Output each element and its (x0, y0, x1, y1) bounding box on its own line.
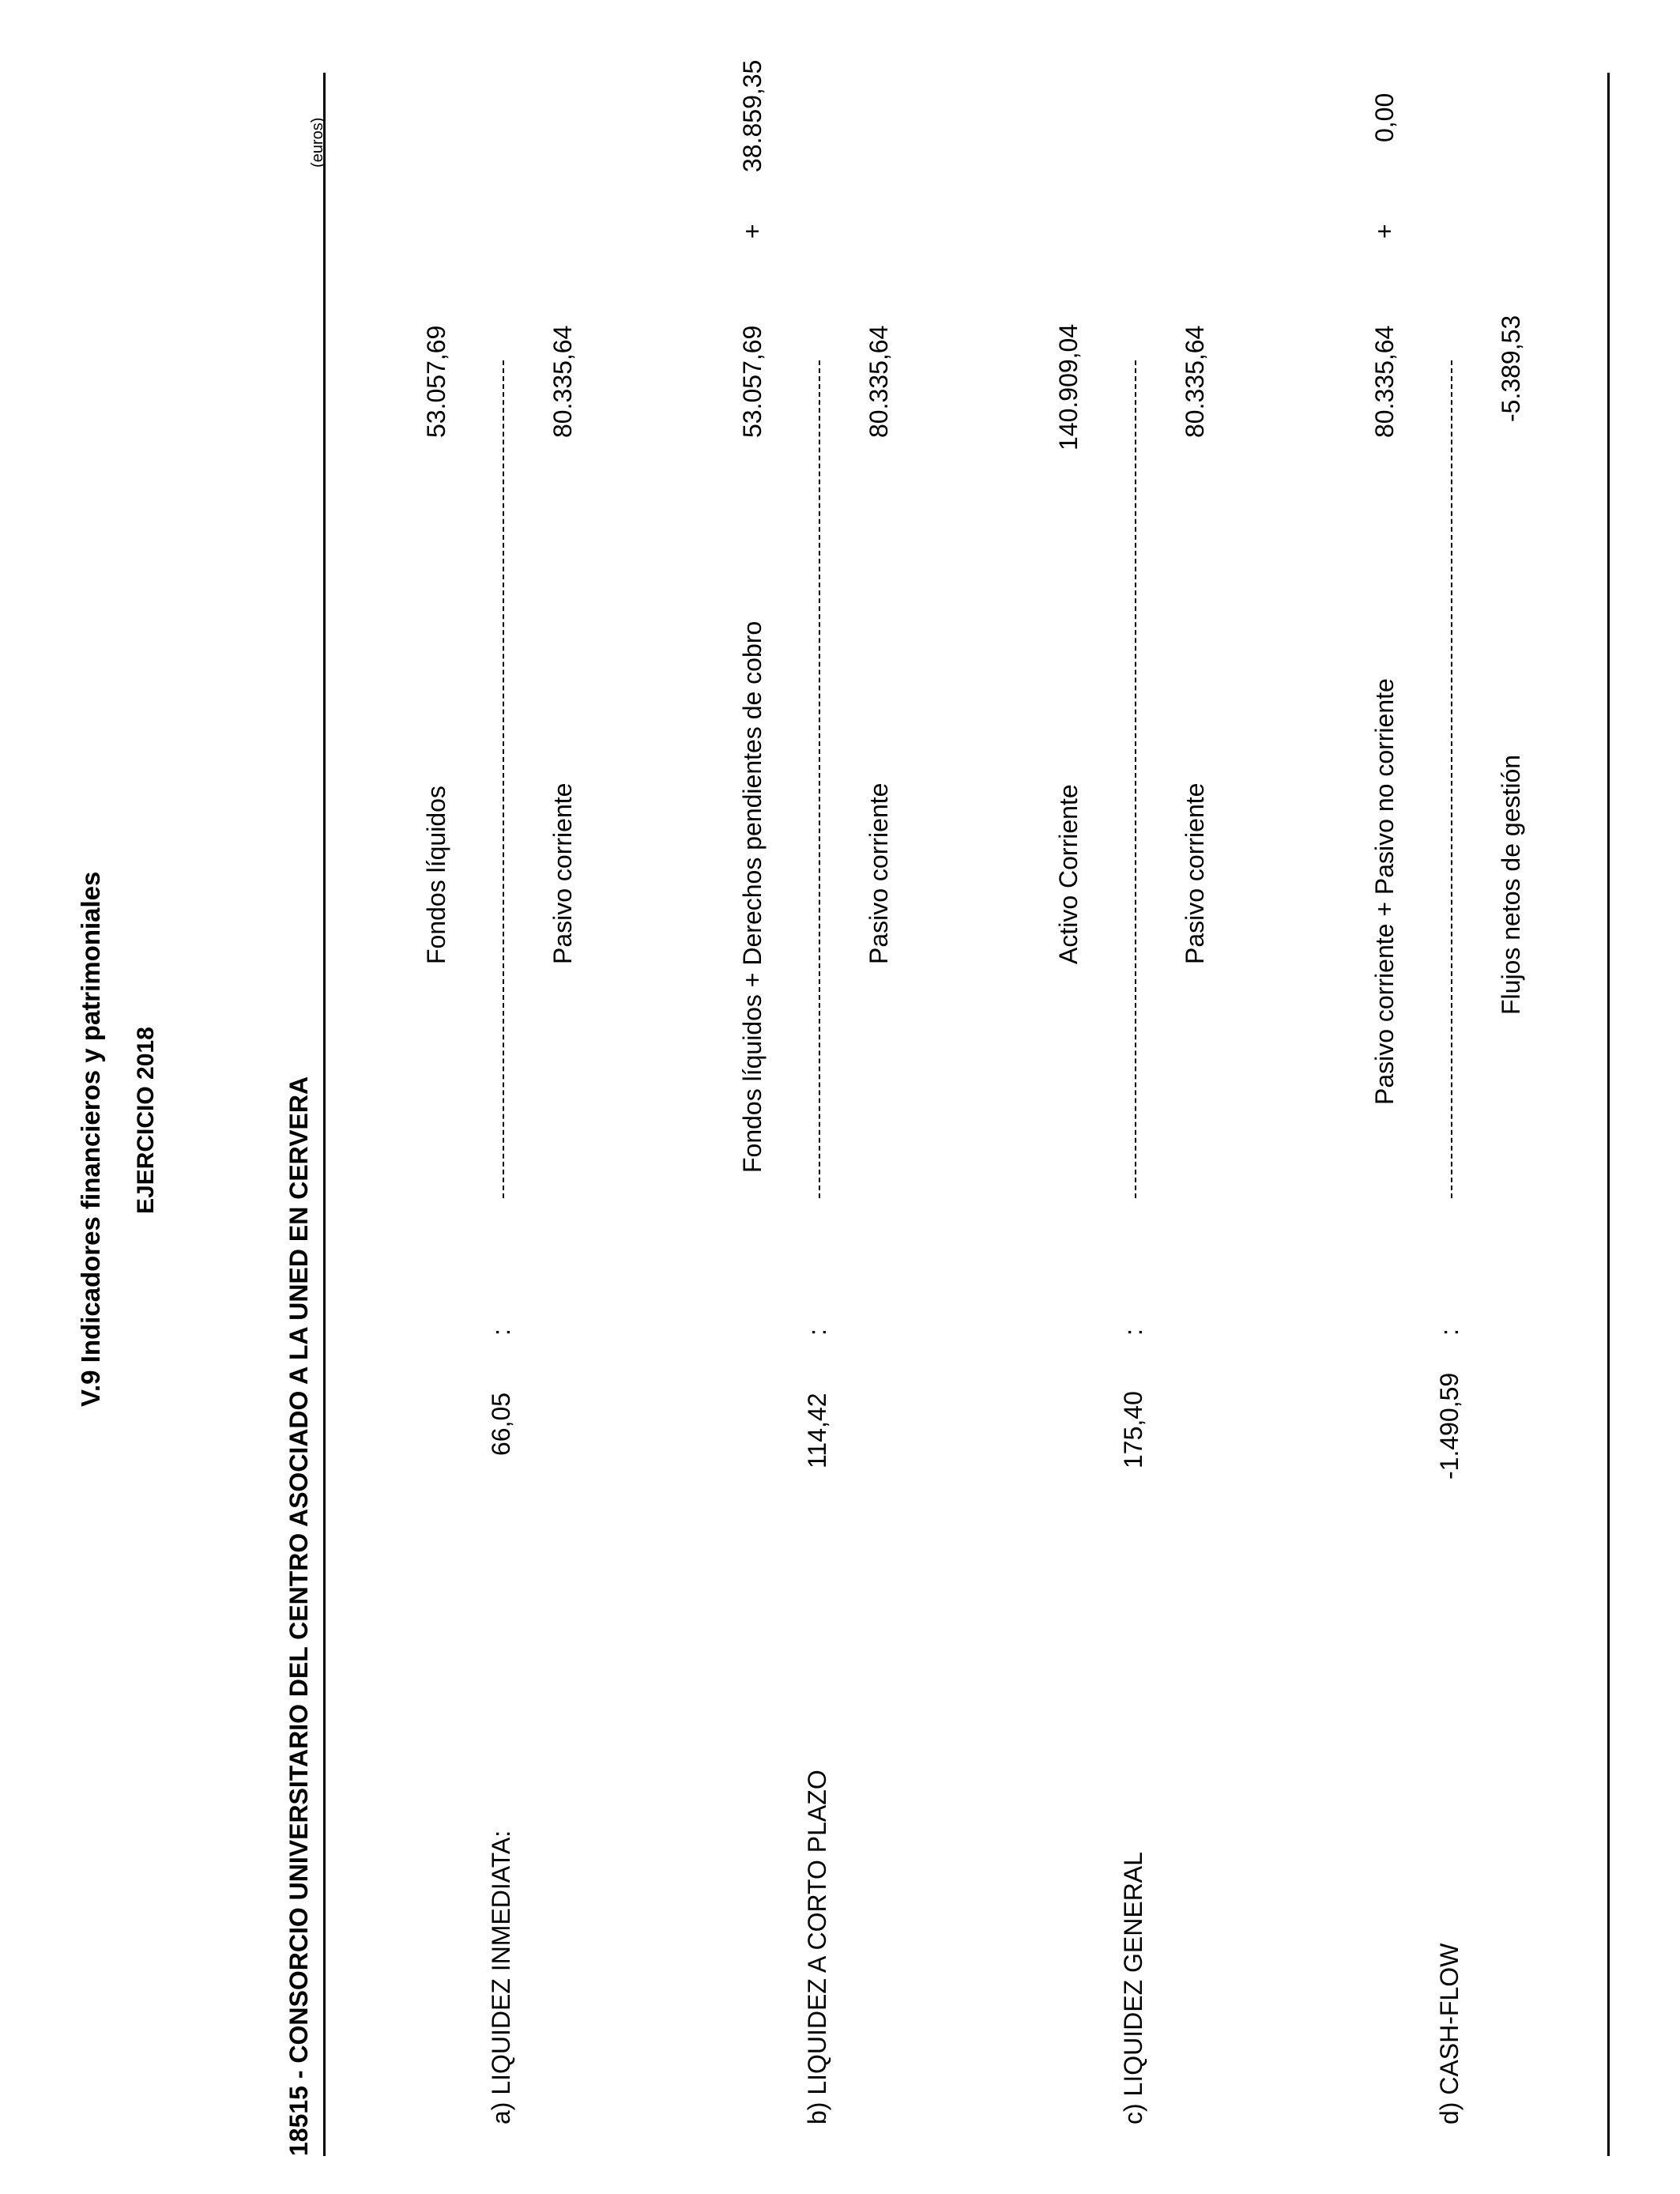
indicator-label: c) LIQUIDEZ GENERAL (1119, 1852, 1147, 2124)
report-title: V.9 Indicadores financieros y patrimoniales (76, 871, 105, 1407)
footer-rule (1607, 73, 1610, 2156)
plus-operator: + (738, 224, 767, 239)
indicator-label: d) CASH-FLOW (1435, 1943, 1463, 2124)
numerator-value: 53.057,69 (738, 325, 767, 438)
numerator-label: Activo Corriente (1054, 784, 1083, 964)
exercise-year: EJERCICIO 2018 (133, 1027, 159, 1214)
denominator-value: 80.335,64 (864, 325, 893, 438)
denominator-value: -5.389,53 (1497, 315, 1525, 422)
entity-name: 18515 - CONSORCIO UNIVERSITARIO DEL CENTRO ASOCIADO A LA UNED EN CERVERA (284, 1076, 313, 2156)
numerator-label: Fondos líquidos (422, 786, 450, 964)
numerator-label: Pasivo corriente + Pasivo no corriente (1370, 678, 1399, 1105)
numerator-value: 80.335,64 (1370, 325, 1399, 438)
denominator-label: Pasivo corriente (548, 782, 577, 964)
denominator-label: Flujos netos de gestión (1497, 754, 1525, 1015)
indicator-value: 114,42 (803, 1393, 831, 1468)
denominator-value: 80.335,64 (1181, 325, 1209, 438)
indicator-colon: : (803, 1329, 831, 1336)
numerator-value: 140.909,04 (1054, 323, 1083, 450)
plus-operator: + (1370, 224, 1399, 239)
fraction-line (1135, 360, 1136, 1198)
numerator-value-2: 38.859,35 (738, 59, 767, 172)
fraction-line (1451, 360, 1452, 1198)
numerator-value: 53.057,69 (422, 325, 450, 438)
indicator-label: a) LIQUIDEZ INMEDIATA: (487, 1830, 515, 2124)
fraction-line (819, 360, 820, 1198)
indicator-value: -1.490,59 (1435, 1372, 1463, 1480)
indicator-colon: : (1435, 1329, 1463, 1336)
fraction-line (503, 360, 504, 1198)
indicator-value: 175,40 (1119, 1391, 1147, 1468)
indicator-value: 66,05 (487, 1392, 515, 1456)
numerator-label: Fondos líquidos + Derechos pendientes de cobro (738, 620, 767, 1173)
denominator-label: Pasivo corriente (864, 782, 893, 964)
indicator-colon: : (1119, 1329, 1147, 1336)
numerator-value-2: 0,00 (1370, 92, 1399, 142)
header-rule (323, 73, 326, 2156)
currency-unit: (euros) (309, 117, 326, 168)
denominator-label: Pasivo corriente (1181, 782, 1209, 964)
indicator-colon: : (487, 1329, 515, 1336)
denominator-value: 80.335,64 (548, 325, 577, 438)
indicator-label: b) LIQUIDEZ A CORTO PLAZO (803, 1770, 831, 2124)
